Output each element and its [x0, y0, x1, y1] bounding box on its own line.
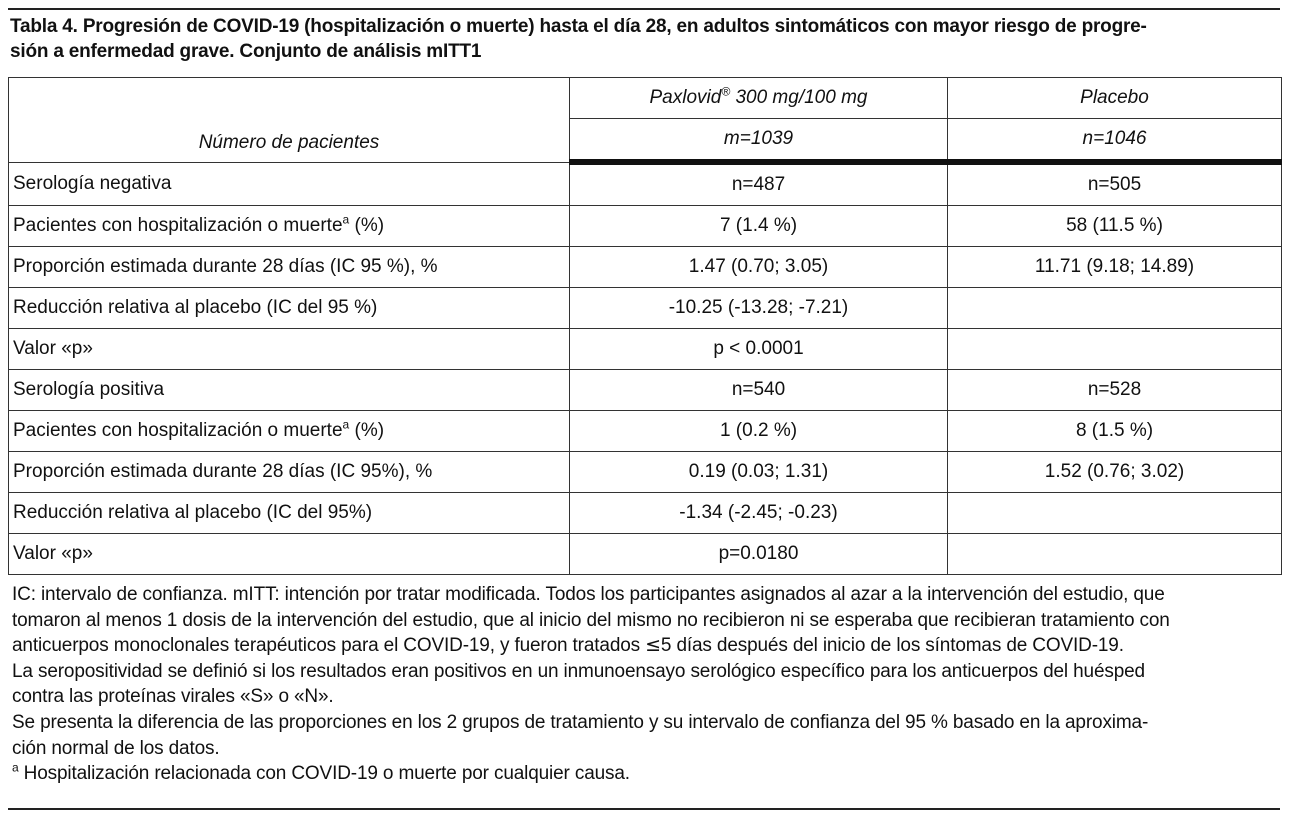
row-label-text: Serología negativa — [13, 172, 172, 194]
footnote-line: contra las proteínas virales «S» o «N». — [12, 686, 334, 708]
table-row — [9, 162, 1282, 206]
placebo-value: 58 (11.5 %) — [948, 206, 1282, 247]
paxlovid-name: Paxlovid — [649, 87, 722, 108]
table-row — [9, 452, 1282, 493]
placebo-value: 1.52 (0.76; 3.02) — [948, 452, 1282, 493]
header-placebo: Placebo — [948, 78, 1282, 119]
paxlovid-value: 0.19 (0.03; 1.31) — [570, 452, 948, 493]
row-label — [9, 493, 570, 534]
paxlovid-value: p=0.0180 — [570, 534, 948, 575]
table-row — [9, 411, 1282, 452]
row-label-text: Serología positiva — [13, 379, 165, 400]
placebo-value — [948, 329, 1282, 370]
header-paxlovid — [570, 78, 948, 119]
footnote-line: Se presenta la diferencia de las proporciones en los 2 grupos de tratamiento y su intervalo de confianza del 95 % basado en la aproxima- — [12, 711, 1149, 733]
row-label-text: Proporción estimada durante 28 días (IC 95 %), % — [13, 256, 438, 277]
header-row-1 — [9, 78, 1282, 119]
row-label-text: Valor «p» — [13, 338, 93, 359]
footnote-line: La seropositividad se definió si los resultados eran positivos en un inmunoensayo serológico específico para los anticuerpos del huésped — [12, 660, 1145, 682]
placebo-value: 11.71 (9.18; 14.89) — [948, 247, 1282, 288]
paxlovid-value: 1 (0.2 %) — [570, 411, 948, 452]
paxlovid-value: 7 (1.4 %) — [570, 206, 948, 247]
paxlovid-dose: 300 mg/100 mg — [730, 87, 868, 108]
row-label-text: Proporción estimada durante 28 días (IC 95%), % — [13, 461, 433, 482]
footnote-line: tomaron al menos 1 dosis de la intervención del estudio, que al inicio del mismo no recibieron ni se esperaba que recibieran tratamiento con — [12, 609, 1170, 631]
row-label — [9, 411, 570, 452]
footnote-line — [12, 761, 1284, 787]
row-label-suffix: (%) — [349, 215, 385, 236]
footnote-line — [12, 633, 1284, 659]
row-label — [9, 329, 570, 370]
top-rule — [8, 8, 1280, 10]
row-label-text: Valor «p» — [13, 543, 93, 564]
title-line-1: Tabla 4. Progresión de COVID-19 (hospitalización o muerte) hasta el día 28, en adultos sintomáticos con mayor riesgo de progre- — [10, 16, 1147, 37]
row-label-suffix: (%) — [349, 420, 385, 441]
placebo-value: n=505 — [948, 162, 1282, 206]
placebo-value: n=528 — [948, 370, 1282, 411]
footnote-text: 5 días después del inicio de los síntomas de COVID-19. — [660, 635, 1124, 657]
bottom-rule — [8, 808, 1280, 810]
paxlovid-value: -1.34 (-2.45; -0.23) — [570, 493, 948, 534]
row-label — [9, 206, 570, 247]
placebo-value — [948, 534, 1282, 575]
footnote-text: Hospitalización relacionada con COVID-19 o muerte por cualquier causa. — [18, 763, 630, 785]
row-label — [9, 288, 570, 329]
header-paxlovid-n: m=1039 — [570, 119, 948, 163]
row-label-text: Pacientes con hospitalización o muerte — [13, 420, 343, 441]
placebo-value — [948, 288, 1282, 329]
placebo-value: 8 (1.5 %) — [948, 411, 1282, 452]
row-label-text: Reducción relativa al placebo (IC del 95%) — [13, 502, 373, 523]
header-placebo-n: n=1046 — [948, 119, 1282, 163]
paxlovid-value: -10.25 (-13.28; -7.21) — [570, 288, 948, 329]
table-row — [9, 329, 1282, 370]
footnote-mark: a — [12, 760, 19, 775]
footnotes — [12, 582, 1284, 787]
table-row — [9, 247, 1282, 288]
paxlovid-value: 1.47 (0.70; 3.05) — [570, 247, 948, 288]
row-label — [9, 247, 570, 288]
table-body — [9, 162, 1282, 575]
row-label — [9, 370, 570, 411]
leq-symbol: ≤ — [645, 634, 661, 657]
row-label — [9, 162, 570, 206]
paxlovid-value: n=487 — [570, 162, 948, 206]
footnote-mark: a — [342, 417, 350, 432]
row-label-text: Pacientes con hospitalización o muerte — [13, 215, 343, 236]
table-row — [9, 206, 1282, 247]
table-row — [9, 288, 1282, 329]
header-patients-label: Número de pacientes — [9, 78, 570, 163]
row-label — [9, 452, 570, 493]
table-row — [9, 493, 1282, 534]
table-title — [10, 14, 1280, 64]
paxlovid-value: p < 0.0001 — [570, 329, 948, 370]
table-row — [9, 534, 1282, 575]
footnote-line: ción normal de los datos. — [12, 737, 220, 759]
registered-mark: ® — [721, 84, 731, 99]
paxlovid-value: n=540 — [570, 370, 948, 411]
footnote-text: anticuerpos monoclonales terapéuticos para el COVID-19, y fueron tratados — [12, 635, 646, 657]
footnote-mark: a — [342, 212, 350, 227]
row-label — [9, 534, 570, 575]
row-label-text: Reducción relativa al placebo (IC del 95 %) — [13, 297, 378, 318]
results-table — [8, 77, 1282, 575]
table-row — [9, 370, 1282, 411]
footnote-line: IC: intervalo de confianza. mITT: intención por tratar modificada. Todos los participantes asignados al azar a la intervención del estudio, que — [12, 584, 1165, 605]
placebo-value — [948, 493, 1282, 534]
title-line-2: sión a enfermedad grave. Conjunto de análisis mITT1 — [10, 41, 482, 62]
